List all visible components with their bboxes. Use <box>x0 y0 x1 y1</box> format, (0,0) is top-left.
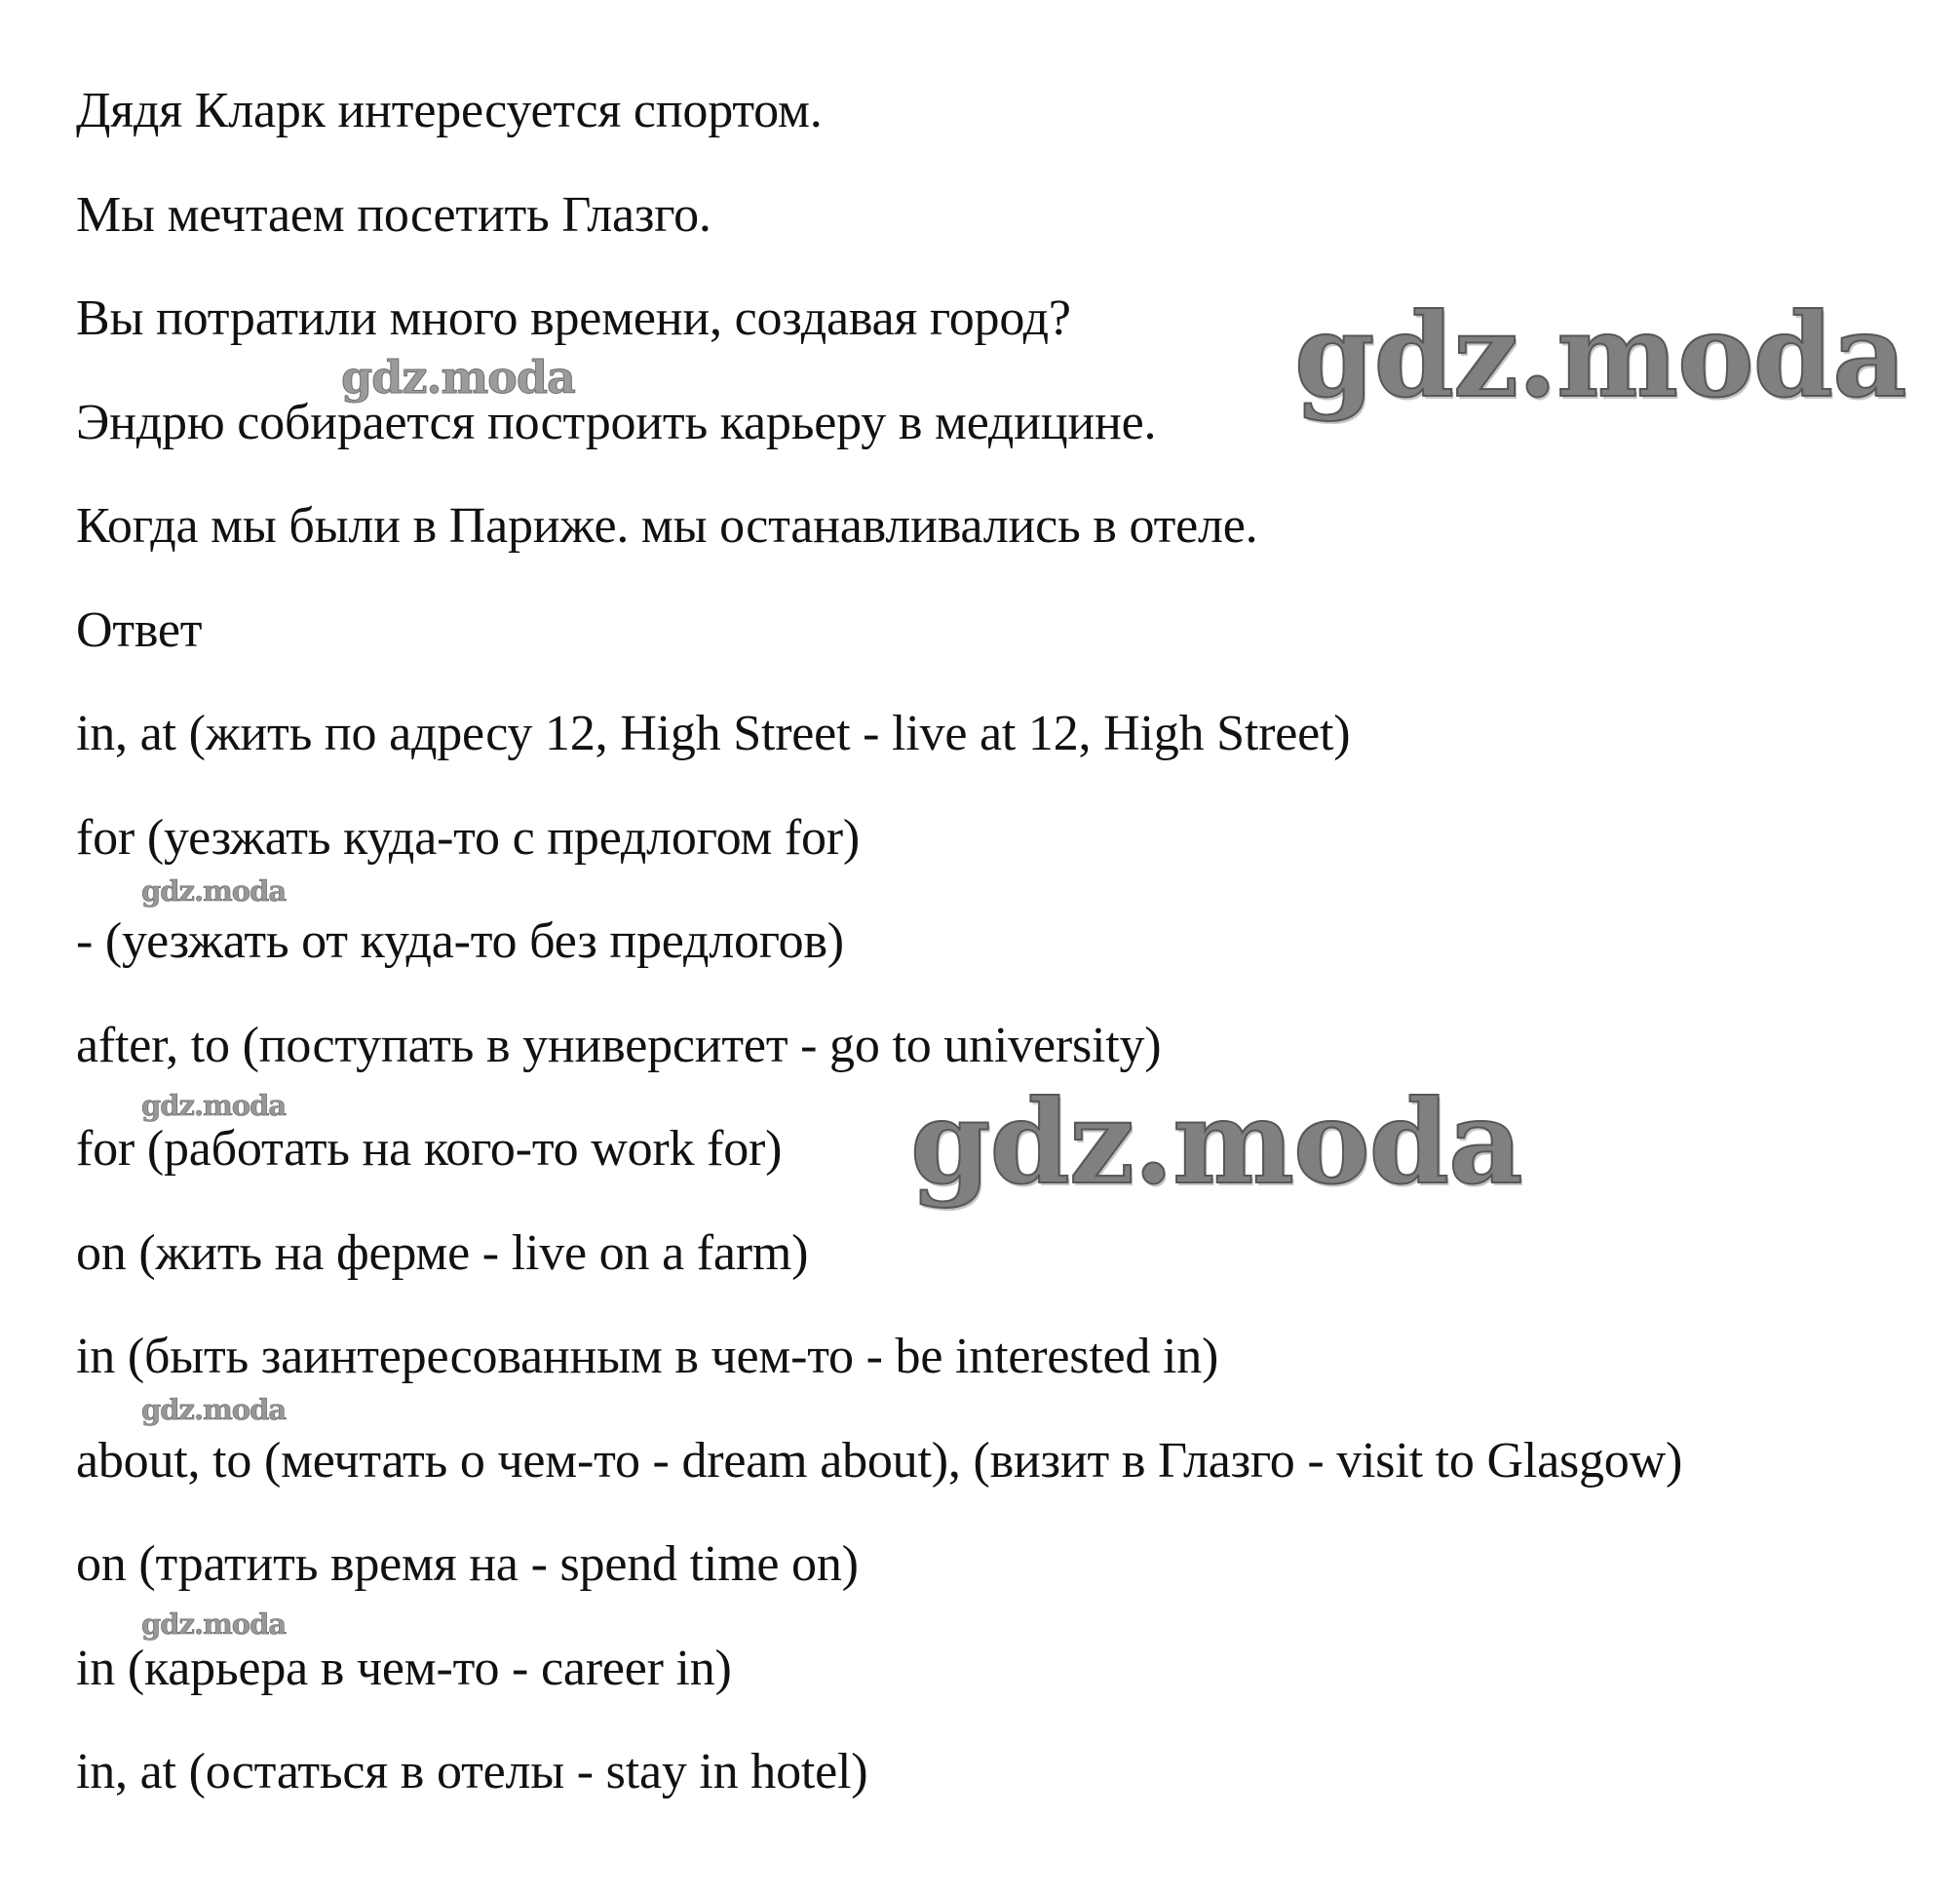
answer-line-2: for (уезжать куда-то с предлогом for) <box>76 810 861 866</box>
watermark-logo: gdz.moda <box>141 1607 287 1641</box>
watermark-logo: gdz.moda <box>341 351 575 404</box>
watermark-logo: gdz.moda <box>1294 288 1906 423</box>
answer-line-10: in (карьера в чем-то - career in) <box>76 1641 732 1696</box>
answer-line-6: on (жить на ферме - live on a farm) <box>76 1225 809 1281</box>
text-line-5: Когда мы были в Париже. мы останавливались в отеле. <box>76 498 1258 554</box>
text-line-2: Мы мечтаем посетить Глазго. <box>76 187 711 243</box>
text-line-3: Вы потратили много времени, создавая город? <box>76 290 1071 346</box>
text-line-1: Дядя Кларк интересуется спортом. <box>76 83 823 138</box>
watermark-logo: gdz.moda <box>910 1074 1522 1210</box>
answer-line-5: for (работать на кого-то work for) <box>76 1121 783 1177</box>
text-line-4: Эндрю собирается построить карьеру в медицине. <box>76 395 1157 450</box>
watermark-logo: gdz.moda <box>141 874 287 908</box>
answer-line-3: - (уезжать от куда-то без предлогов) <box>76 913 844 969</box>
answer-line-7: in (быть заинтересованным в чем-то - be interested in) <box>76 1329 1219 1384</box>
answer-line-9: on (тратить время на - spend time on) <box>76 1536 859 1592</box>
watermark-logo: gdz.moda <box>141 1393 287 1426</box>
watermark-logo: gdz.moda <box>141 1089 287 1122</box>
answer-line-4: after, to (поступать в университет - go to university) <box>76 1018 1162 1073</box>
answer-line-8: about, to (мечтать о чем-то - dream about), (визит в Глазго - visit to Glasgow) <box>76 1433 1683 1489</box>
answer-heading: Ответ <box>76 602 203 658</box>
answer-line-11: in, at (остаться в отелы - stay in hotel) <box>76 1744 868 1799</box>
answer-line-1: in, at (жить по адресу 12, High Street - live at 12, High Street) <box>76 706 1351 761</box>
